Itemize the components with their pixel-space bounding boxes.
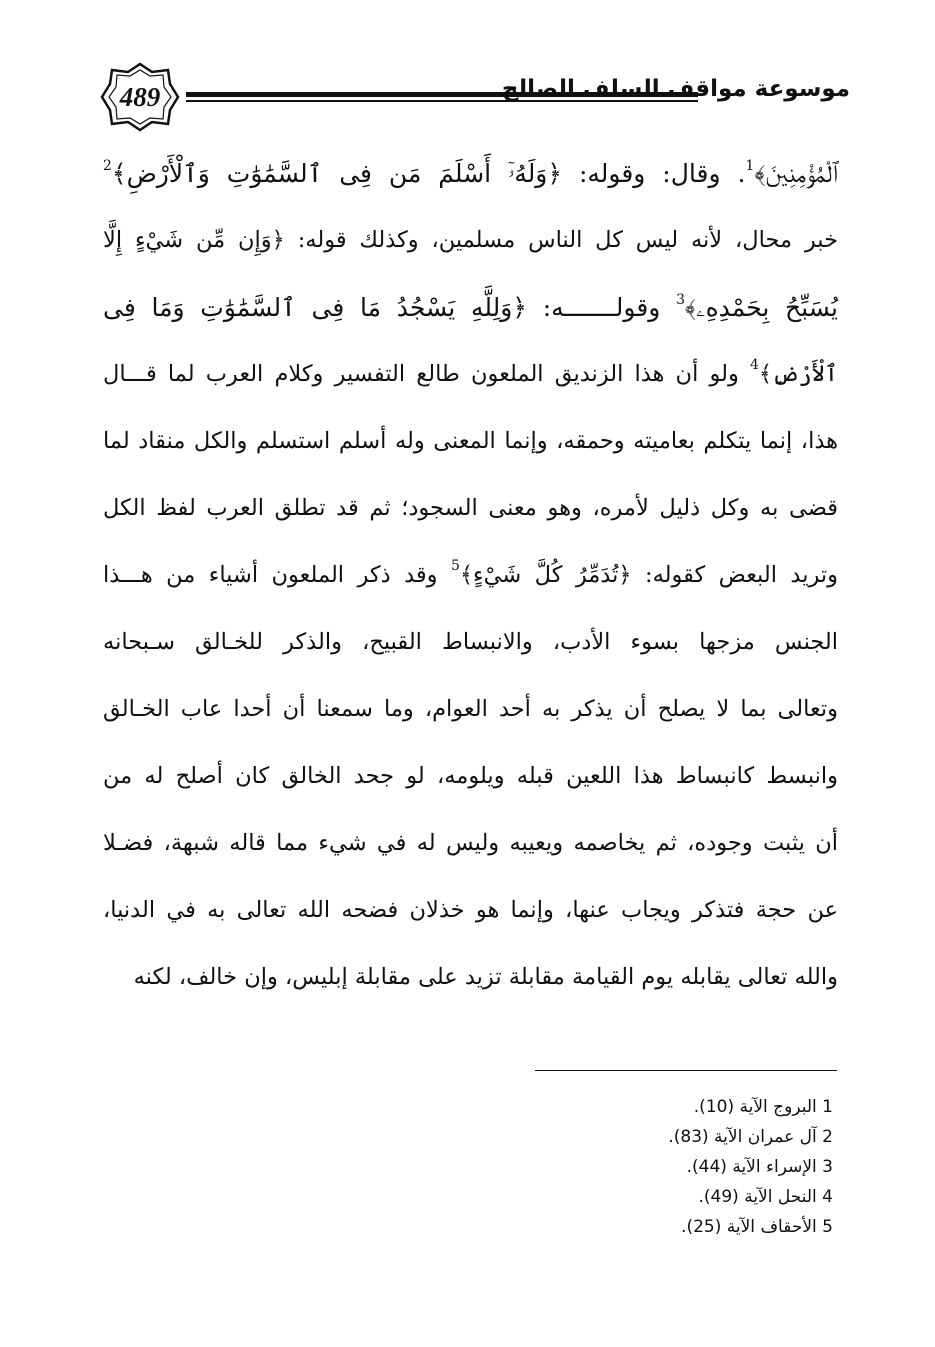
footnote-ref-3[interactable]: 3: [676, 292, 685, 308]
text-line-13: والله تعالى يقابله يوم القيامة مقابلة تزيد على مقابلة إبليس، وإن خالف، لكنه: [133, 964, 838, 990]
text-line-4: ٱلْأَرْضِ﴾$^4$ ولو أن هذا الزنديق الملعون طالع التفسير وكلام العرب لما قـــال: [103, 357, 838, 387]
page-number: 489: [119, 81, 161, 112]
text-line-11: أن يثبت وجوده، ثم يخاصمه ويعيبه وليس له في شيء مما قاله شبهة، فضـلا: [103, 830, 838, 856]
text-line-8: الجنس مزجها بسوء الأدب، والانبساط القبيح، والذكر للخـالق سـبحانه: [103, 629, 838, 655]
footnote-4: 4 النحل الآية (49).: [698, 1187, 833, 1207]
text-line-10: وانبسط كانبساط هذا اللعين قبله ويلومه، لو جحد الخالق كان أصلح له من: [103, 763, 838, 789]
footnotes-list: [433, 1092, 833, 1242]
footnote-ref-5[interactable]: 5: [450, 558, 460, 574]
footnote-ref-2[interactable]: 2: [103, 158, 112, 174]
page-number-badge: [100, 62, 180, 132]
text-line-9: وتعالى بما لا يصلح أن يذكر به أحد العوام، وما سمعنا أن أحدا عاب الخـالق: [103, 696, 838, 722]
footnote-5: 5 الأحقاف الآية (25).: [681, 1217, 833, 1237]
footnote-ref-4[interactable]: 4: [749, 357, 759, 373]
main-text: [103, 140, 838, 1011]
text-line-2: خبر محال، لأنه ليس كل الناس مسلمين، وكذلك قوله: ﴿وَإِن مِّن شَيْءٍ إِلَّا: [103, 227, 838, 253]
text-line-1: ﭐﻟْﻤُﺆْﻣِﻨِﻴﻦَ﴾$^1$. وقال: وقوله: ﴿وَلَهُۥٓ أَسْلَمَ مَن فِى ٱلسَّمَٰوَٰتِ وَٱلْأَرْضِ﴾$^2$: [103, 158, 838, 188]
text-line-12: عن حجة فتذكر ويجاب عنها، وإنما هو خذلان فضحه الله تعالى به في الدنيا،: [103, 897, 838, 923]
page-header: [100, 62, 850, 132]
text-line-7: وتريد البعض كقوله: ﴿تُدَمِّرُ كُلَّ شَيْءٍ﴾$^5$ وقد ذكر الملعون أشياء من هـــذا: [103, 558, 838, 588]
footnote-ref-1[interactable]: 1: [745, 158, 755, 174]
footnote-2: 2 آل عمران الآية (83).: [668, 1127, 833, 1147]
text-line-5: هذا، إنما يتكلم بعاميته وحمقه، وإنما المعنى وله أسلم استسلم والكل منقاد لما: [103, 428, 838, 454]
text-line-6: قضى به وكل ذليل لأمره، وهو معنى السجود؛ ثم قد تطلق العرب لفظ الكل: [103, 495, 838, 521]
footnote-separator: [535, 1070, 837, 1071]
text-line-3: يُسَبِّحُ بِحَمْدِهِۦ﴾$^3$ وقولـــــــه: ﴿وَلِلَّهِ يَسْجُدُ مَا فِى ٱلسَّمَٰوَٰتِ وَمَا فِى: [103, 292, 839, 322]
footnote-3: 3 الإسراء الآية (44).: [686, 1157, 833, 1177]
series-title: موسوعة مواقف السلف الصالح: [501, 76, 850, 102]
footnote-1: 1 البروج الآية (10).: [693, 1097, 833, 1117]
